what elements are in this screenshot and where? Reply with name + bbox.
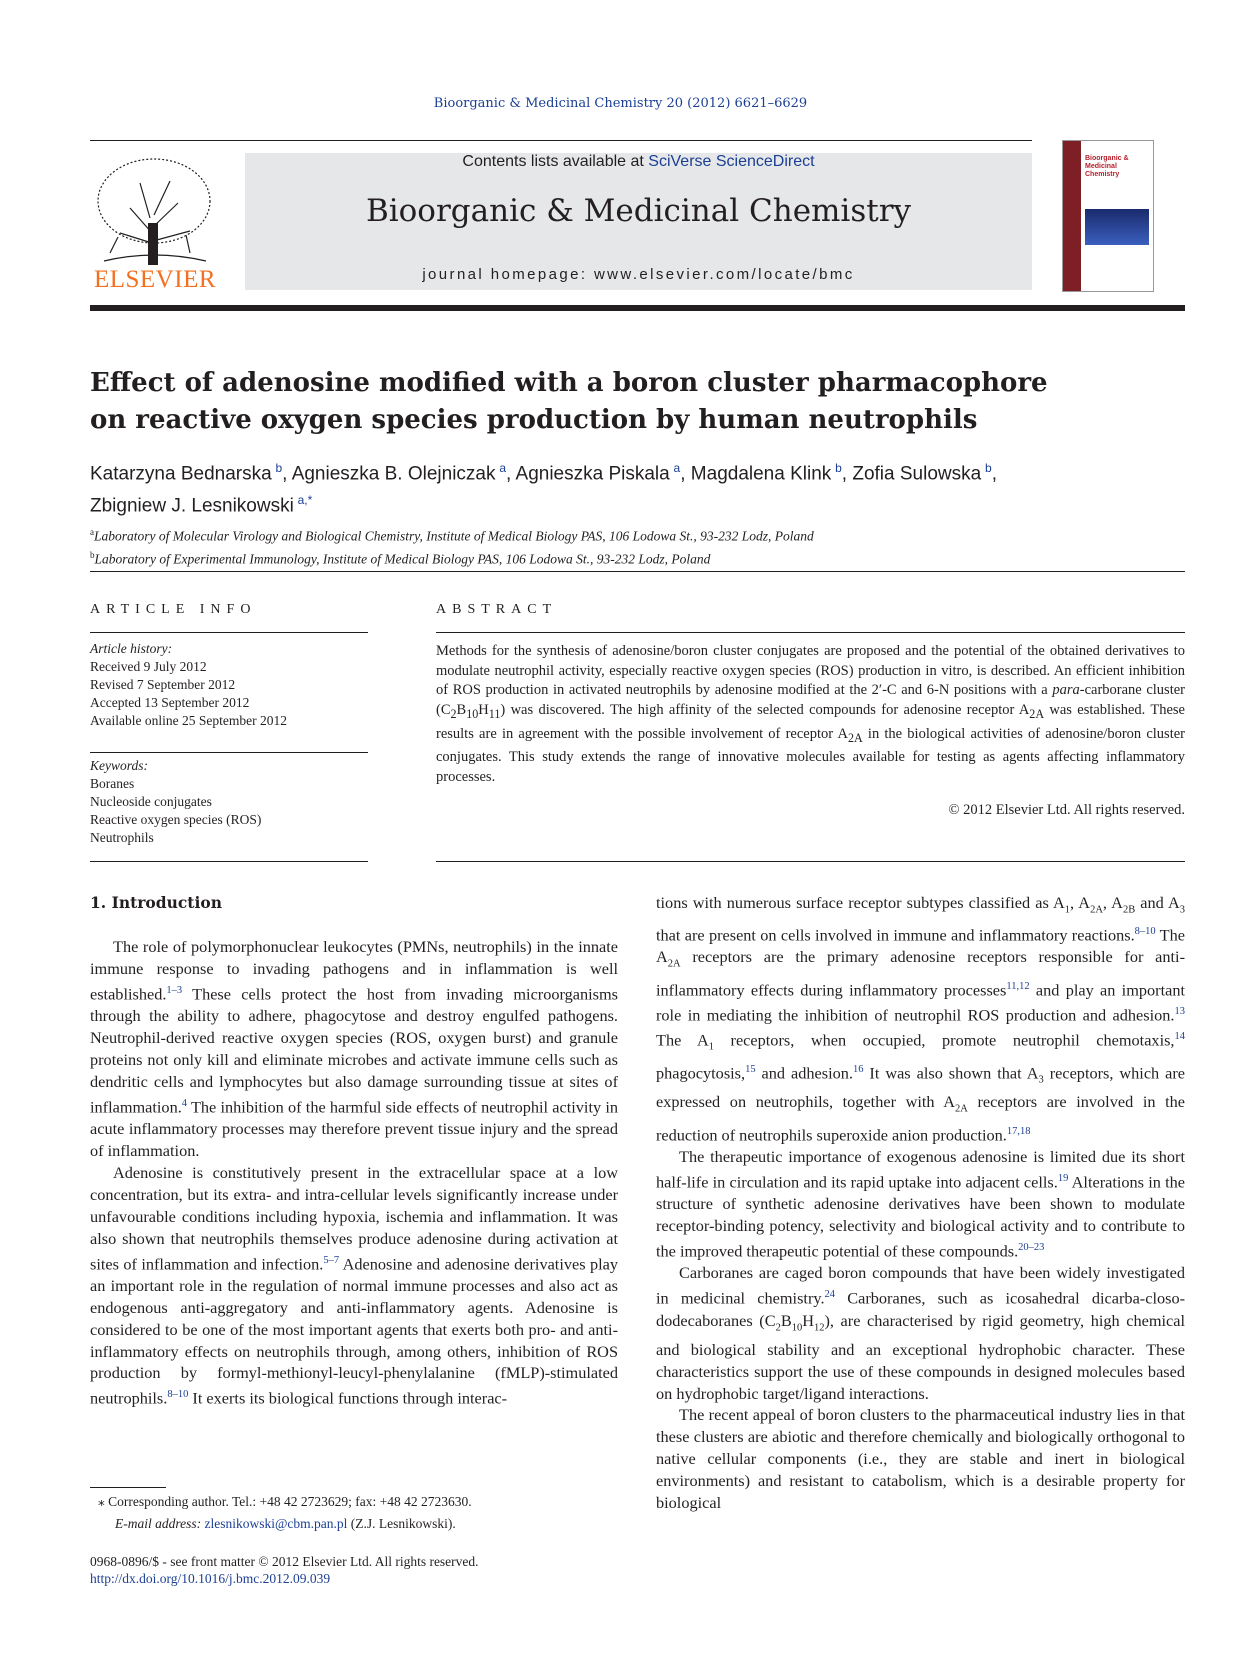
author-separator: , (841, 463, 853, 485)
journal-citation[interactable]: Bioorganic & Medicinal Chemistry 20 (2012) 6621–6629 (433, 96, 808, 111)
author-affiliation-marker[interactable]: b (835, 461, 842, 475)
author-name: Magdalena Klink (690, 463, 832, 485)
cover-title: Bioorganic & Medicinal Chemistry (1085, 155, 1129, 178)
reference-link[interactable]: 15 (745, 1063, 756, 1075)
affiliation-marker: a (90, 527, 94, 537)
doi-link[interactable]: http://dx.doi.org/10.1016/j.bmc.2012.09.039 (90, 1571, 331, 1586)
contents-availability (245, 153, 1032, 171)
author-separator: , (506, 463, 516, 485)
cover-image (1085, 209, 1149, 245)
keyword: Boranes (90, 776, 135, 791)
journal-cover-thumbnail (1062, 140, 1154, 292)
title-line-1: Effect of adenosine modified with a boron cluster pharmacophore (90, 368, 1048, 398)
divider (436, 632, 1185, 633)
top-rule (90, 140, 1032, 141)
author-name: Katarzyna Bednarska (90, 463, 272, 485)
keywords-label: Keywords: (90, 758, 148, 773)
author-separator: , (680, 463, 691, 485)
author-affiliation-marker[interactable]: a,* (297, 493, 313, 508)
reference-link[interactable]: 16 (852, 1063, 864, 1075)
reference-link[interactable]: 13 (1174, 1005, 1185, 1017)
author-list (90, 455, 1190, 520)
divider (90, 571, 1185, 572)
keyword: Nucleoside conjugates (90, 794, 212, 809)
divider (436, 861, 1185, 862)
affiliation-marker: b (90, 549, 95, 560)
author-name: Zbigniew J. Lesnikowski (90, 495, 294, 517)
abstract-text: Methods for the synthesis of adenosine/boron cluster conjugates are proposed and the potential of the obtained derivatives to modulate neutrophil activity, especially reactive oxygen species (ROS) production in vitro, is described. An efficient inhibition of ROS production in activated neutrophils by adenosine modified at the 2′-C and 6-N positions with a para-carborane cluster $(C_2B_{10}H_{11})$ was discovered. The high affinity of the selected compounds for adenosine receptor $A_{2A}$ was established. These results are in agreement with the possible involvement of receptor $A_{2A}$ in the biological activities of adenosine/boron cluster conjugates. This study extends the range of innovative molecules available for testing as agents affecting inflammatory processes. (436, 643, 1185, 785)
email-link[interactable]: zlesnikowski@cbm.pan.pl (204, 1516, 348, 1531)
paragraph: Carboranes are caged boron compounds that have been widely investigated in medicinal chemistry.$^{24}$ Carboranes, such as icosahedral dicarba-closo-dodecaboranes $(C_2B_{10}H_{12})$, are characterised by rigid geometry, high chemical and biological stability and an exceptional hydrophobic character. These characteristics support the use of these compounds in designed molecules based on hydrophobic target/ligand interactions. (656, 1263, 1186, 1403)
keyword: Reactive oxygen species (ROS) (90, 812, 262, 827)
journal-masthead (245, 153, 1032, 290)
section-heading: 1. Introduction (90, 893, 222, 912)
reference-link[interactable]: 5–7 (323, 1254, 340, 1266)
issn-line: 0968-0896/$ - see front matter © 2012 Elsevier Ltd. All rights reserved. (90, 1554, 479, 1569)
author-affiliation-marker[interactable]: b (985, 461, 992, 475)
abstract-heading: ABSTRACT (436, 602, 558, 617)
affiliation-text: Laboratory of Experimental Immunology, Institute of Medical Biology PAS, 106 Lodowa St., 93-232 Lodz, Poland (94, 551, 711, 566)
title-line-2: on reactive oxygen species production by human neutrophils (90, 405, 978, 435)
reference-link[interactable]: 17,18 (1006, 1125, 1031, 1137)
author-affiliation-marker[interactable]: a (673, 461, 681, 475)
history-item: Accepted 13 September 2012 (90, 695, 250, 710)
history-item: Received 9 July 2012 (90, 659, 207, 674)
paragraph: The recent appeal of boron clusters to the pharmaceutical industry lies in that these clusters are abiotic and therefore chemically and biologically orthogonal to native cellular components (i.e., they are stable and inert in biological environments) and resistant to catabolism, which is a desirable property for biological (656, 1405, 1185, 1513)
affiliation-a (90, 523, 1185, 546)
reference-link[interactable]: 24 (824, 1289, 836, 1301)
corresponding-author-footnote: ⁎ Corresponding author. Tel.: +48 42 2723629; fax: +48 42 2723630. (98, 1494, 472, 1509)
author-name: Agnieszka B. Olejniczak (291, 463, 496, 485)
author-separator: , (991, 463, 997, 485)
reference-link[interactable]: 1–3 (166, 984, 183, 996)
abstract-copyright: © 2012 Elsevier Ltd. All rights reserved. (948, 802, 1185, 818)
body-column-right (656, 892, 1185, 1514)
sciencedirect-link[interactable]: SciVerse ScienceDirect (648, 153, 815, 170)
article-history (90, 640, 368, 730)
paragraph: tions with numerous surface receptor subtypes classified as $A_1$, $A_{2A}$, $A_{2B}$ and $A_3$ that are present on cells involved in immune and inflammatory reactions.$^{8-10}$ The $A_{2A}$ receptors are the primary adenosine receptors responsible for anti-inflammatory effects during inflammatory processes$^{11,12}$ and play an important role in mediating the inhibition of neutrophil ROS production and adhesion.$^{13}$ The $A_1$ receptors, when occupied, promote neutrophil chemotaxis,$^{14}$ phagocytosis,$^{15}$ and adhesion.$^{16}$ It was also shown that $A_3$ receptors, which are expressed on neutrophils, together with $A_{2A}$ receptors are involved in the reduction of neutrophils superoxide anion production.$^{17,18}$ (656, 893, 1186, 1145)
author-name: Zofia Sulowska (852, 463, 982, 485)
history-label: Article history: (90, 641, 173, 656)
author-name: Agnieszka Piskala (515, 463, 670, 485)
reference-link[interactable]: 8–10 (167, 1389, 189, 1401)
author-separator: , (282, 463, 292, 485)
history-item: Revised 7 September 2012 (90, 677, 236, 692)
contents-prefix: Contents lists available at (462, 153, 649, 170)
affiliations (90, 523, 1185, 568)
reference-link[interactable]: 8–10 (1134, 926, 1156, 938)
paragraph: Adenosine is constitutively present in the extracellular space at a low concentration, but its extra- and intra-cellular levels significantly increase under unfavourable conditions including hypoxia, ischemia and inflammation. It was also shown that neutrophils themselves produce adenosine during activation at sites of inflammation and infection.$^{5-7}$ Adenosine and adenosine derivatives play an important role in the regulation of normal immune processes and also act as endogenous anti-aggregatory and anti-inflammatory agents. Adenosine is considered to be one of the most important agents that exerts both pro- and anti-inflammatory effects on neutrophils through, among others, inhibition of ROS production by formyl-methionyl-leucyl-phenylalanine (fMLP)-stimulated neutrophils.$^{8-10}$ It exerts its biological functions through interac- (90, 1162, 619, 1408)
divider (90, 752, 368, 753)
affiliation-b (90, 546, 1185, 569)
footnote-rule (90, 1487, 166, 1488)
keywords (90, 757, 368, 847)
article-info-heading: ARTICLE INFO (90, 602, 257, 617)
email-label: E-mail address: (115, 1516, 205, 1531)
reference-link[interactable]: 11,12 (1006, 980, 1030, 992)
body-column-left (90, 936, 618, 1410)
reference-link[interactable]: 4 (181, 1097, 188, 1109)
affiliation-text: Laboratory of Molecular Virology and Biological Chemistry, Institute of Medical Biology PAS, 106 Lodowa St., 93-232 Lodz, Poland (94, 528, 814, 544)
reference-link[interactable]: 19 (1057, 1172, 1069, 1184)
email-footnote (115, 1516, 456, 1532)
journal-title: Bioorganic & Medicinal Chemistry (365, 193, 912, 229)
history-item: Available online 25 September 2012 (90, 713, 287, 728)
reference-link[interactable]: 14 (1174, 1031, 1186, 1043)
divider (90, 632, 368, 633)
author-affiliation-marker[interactable]: b (275, 461, 283, 475)
reference-link[interactable]: 20–23 (1018, 1241, 1045, 1253)
article-title (90, 365, 1185, 439)
publisher-wordmark: ELSEVIER (93, 266, 217, 293)
paragraph: The role of polymorphonuclear leukocytes (PMNs, neutrophils) in the innate immune response to invading pathogens and in inflammation is well established.$^{1-3}$ These cells protect the host from invading microorganisms through the ability to adhere, phagocytose and destroy engulfed pathogens. Neutrophil-derived reactive oxygen species (ROS, oxygen burst) and granule proteins not only kill and eliminate microbes and activate immune cells such as dendritic cells and lymphocytes but also damage surrounding tissue at sites of inflammation.$^4$ The inhibition of the harmful side effects of neutrophil activity in acute inflammatory processes may therefore prevent tissue injury and the spread of inflammation. (90, 937, 618, 1160)
email-suffix: (Z.J. Lesnikowski). (347, 1516, 456, 1531)
journal-homepage[interactable]: journal homepage: www.elsevier.com/locate/bmc (422, 266, 855, 283)
paragraph: The therapeutic importance of exogenous adenosine is limited due its short half-life in circulation and its rapid uptake into adjacent cells.$^{19}$ Alterations in the structure of synthetic adenosine derivatives have been shown to modulate receptor-binding potency, selectivity and biological activity and to contribute to the improved therapeutic potential of these compounds.$^{20-23}$ (656, 1146, 1185, 1261)
divider (90, 861, 368, 862)
author-affiliation-marker[interactable]: a (499, 461, 507, 475)
header-thick-rule (90, 305, 1185, 311)
cover-spine (1063, 141, 1081, 291)
keyword: Neutrophils (90, 830, 154, 845)
